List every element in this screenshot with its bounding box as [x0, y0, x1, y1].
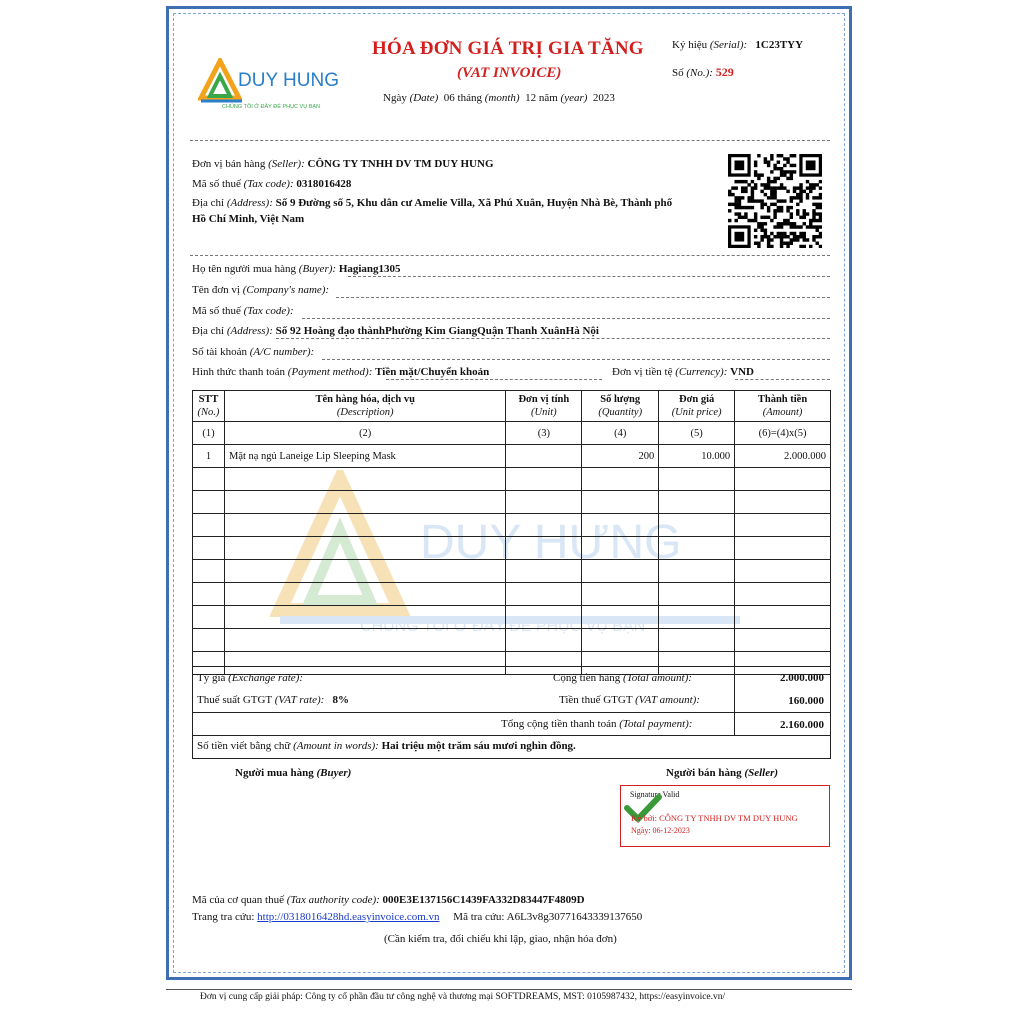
seller-signature-label: Người bán hàng (Seller)	[666, 767, 779, 779]
table-row	[193, 445, 831, 468]
total-row: Tổng cộng tiền thanh toán (Total payment): 2.160.000	[192, 712, 831, 736]
footer-divider	[166, 989, 852, 990]
number-line: Số (No.): 529	[672, 65, 734, 79]
header-cell: Số lượng (Quantity)	[582, 391, 659, 422]
invoice-title: HÓA ĐƠN GIÁ TRỊ GIA TĂNG	[372, 38, 644, 59]
buyer-name-dots	[348, 276, 830, 277]
column-number-row	[193, 422, 831, 445]
empty-table-row	[193, 583, 831, 606]
col-number: (3)	[506, 422, 582, 445]
buyer-name-line: Họ tên người mua hàng (Buyer): Hagiang1305	[192, 263, 401, 275]
buyer-tax-line: Mã số thuế (Tax code):	[192, 305, 294, 317]
seller-divider	[190, 255, 830, 256]
row-unit-price: 10.000	[659, 445, 735, 468]
footer-text: Đơn vị cung cấp giải pháp: Công ty cổ phần đầu tư công nghệ và thương mại SOFTDREAMS, MST: 0105987432, https://easyinvoice.vn/	[200, 992, 726, 1002]
watermark-tagline: CHÚNG TÔI Ở ĐÂY ĐỂ PHỤC VỤ BẠN	[360, 618, 646, 635]
qr-code-icon	[728, 154, 822, 248]
col-number: (6)=(4)x(5)	[735, 422, 831, 445]
currency: VND	[730, 366, 754, 378]
seller-name: CÔNG TY TNHH DV TM DUY HUNG	[307, 158, 494, 170]
row-no: 1	[193, 445, 225, 468]
col-number: (1)	[193, 422, 225, 445]
invoice-subtitle: (VAT INVOICE)	[457, 65, 562, 81]
empty-table-row	[193, 560, 831, 583]
buyer-tax-dots	[302, 318, 830, 319]
header-cell: Đơn giá (Unit price)	[659, 391, 735, 422]
lookup-code: A6L3v8g30771643339137650	[506, 911, 643, 923]
empty-table-row	[193, 629, 831, 652]
row-description: Mặt nạ ngủ Laneige Lip Sleeping Mask	[224, 445, 505, 468]
serial-line: Ký hiệu (Serial): 1C23TYY	[672, 39, 804, 51]
empty-table-row	[193, 491, 831, 514]
payment-method-line: Hình thức thanh toán (Payment method): Tiền mặt/Chuyển khoản	[192, 366, 490, 378]
amount-in-words-row: Số tiền viết bằng chữ (Amount in words): Hai triệu một trăm sáu mươi nghìn đồng.	[192, 735, 831, 759]
serial-value: 1C23TYY	[755, 39, 804, 51]
col-number: (2)	[224, 422, 505, 445]
total-payment-value: 2.160.000	[780, 719, 824, 731]
header-cell: STT (No.)	[193, 391, 225, 422]
header-divider	[190, 140, 830, 141]
lookup-note: (Cần kiểm tra, đối chiếu khi lập, giao, nhận hóa đơn)	[384, 933, 617, 945]
lookup-line: Trang tra cứu: http://0318016428hd.easyinvoice.com.vn Mã tra cứu: A6L3v8g30771643339137650	[192, 911, 643, 923]
logo-tagline: CHÚNG TÔI Ở ĐÂY ĐỂ PHỤC VỤ BẠN	[222, 104, 321, 110]
subtotal-value: 2.000.000	[780, 672, 824, 684]
payment-dots	[386, 379, 602, 380]
row-quantity: 200	[582, 445, 659, 468]
vat-amount-value: 160.000	[788, 695, 824, 707]
header-cell: Đơn vị tính (Unit)	[506, 391, 582, 422]
buyer-address-dots	[276, 338, 830, 339]
table-header-row	[193, 391, 831, 422]
row-amount: 2.000.000	[735, 445, 831, 468]
buyer-name: Hagiang1305	[338, 263, 401, 275]
col-number: (4)	[582, 422, 659, 445]
buyer-account-dots	[322, 359, 830, 360]
col-number: (5)	[659, 422, 735, 445]
empty-table-row	[193, 606, 831, 629]
signature-valid-text: Signature Valid	[630, 790, 680, 799]
logo-text: DUY HUNG	[238, 70, 339, 91]
seller-name-line: Đơn vị bán hàng (Seller): CÔNG TY TNHH DV TM DUY HUNG	[192, 158, 494, 170]
buyer-address-line: Địa chỉ (Address): Số 92 Hoàng đạo thànhPhường Kim GiangQuận Thanh XuânHà Nội	[192, 325, 599, 337]
empty-rows	[193, 468, 831, 675]
seller-tax-line: Mã số thuế (Tax code): 0318016428	[192, 178, 352, 190]
buyer-address: Số 92 Hoàng đạo thànhPhường Kim GiangQuận Thanh XuânHà Nội	[275, 325, 599, 337]
seller-address-line: Địa chỉ (Address): Số 9 Đường số 5, Khu dân cư Amelie Villa, Xã Phú Xuân, Huyện Nhà Bè, Thành phố	[192, 197, 673, 209]
company-logo-icon	[198, 58, 242, 104]
header-cell: Thành tiền (Amount)	[735, 391, 831, 422]
signed-date-text: Ngày: 06-12-2023	[631, 826, 690, 835]
buyer-company-line: Tên đơn vị (Company's name):	[192, 284, 330, 296]
amount-in-words: Hai triệu một trăm sáu mươi nghìn đồng.	[381, 740, 576, 752]
empty-table-row	[193, 537, 831, 560]
subtotal-row: Tỷ giá (Exchange rate): Cộng tiền hàng (Total amount): 2.000.000	[192, 666, 831, 690]
buyer-account-line: Số tài khoản (A/C number):	[192, 346, 315, 358]
seller-address-line2: Hồ Chí Minh, Việt Nam	[192, 213, 305, 225]
seller-tax-code: 0318016428	[296, 178, 352, 190]
vat-row: Thuế suất GTGT (VAT rate): 8% Tiền thuế GTGT (VAT amount): 160.000	[192, 690, 831, 713]
row-unit	[506, 445, 582, 468]
invoice-date: Ngày (Date) 06 tháng (month) 12 năm (year) 2023	[383, 92, 615, 104]
buyer-signature-label: Người mua hàng (Buyer)	[235, 767, 352, 779]
header-cell: Tên hàng hóa, dịch vụ (Description)	[224, 391, 505, 422]
digital-signature-box	[620, 785, 830, 847]
buyer-company-dots	[336, 297, 830, 298]
vat-rate: 8%	[332, 694, 350, 706]
payment-method: Tiền mặt/Chuyển khoản	[375, 366, 490, 378]
invoice-number: 529	[715, 65, 734, 79]
currency-line: Đơn vị tiền tệ (Currency): VND	[612, 366, 754, 378]
tax-authority-code: 000E3E137156C1439FA332D83447F4809D	[382, 894, 585, 906]
tax-authority-line: Mã của cơ quan thuế (Tax authority code): 000E3E137156C1439FA332D83447F4809D	[192, 894, 585, 906]
currency-dots	[735, 379, 830, 380]
empty-table-row	[193, 468, 831, 491]
watermark-text: DUY HƯNG	[420, 516, 682, 569]
signed-by-text: Ký bởi: CÔNG TY TNHH DV TM DUY HUNG	[631, 813, 798, 823]
lookup-url-link[interactable]: http://0318016428hd.easyinvoice.com.vn	[257, 911, 440, 923]
items-table	[192, 390, 831, 675]
empty-table-row	[193, 514, 831, 537]
